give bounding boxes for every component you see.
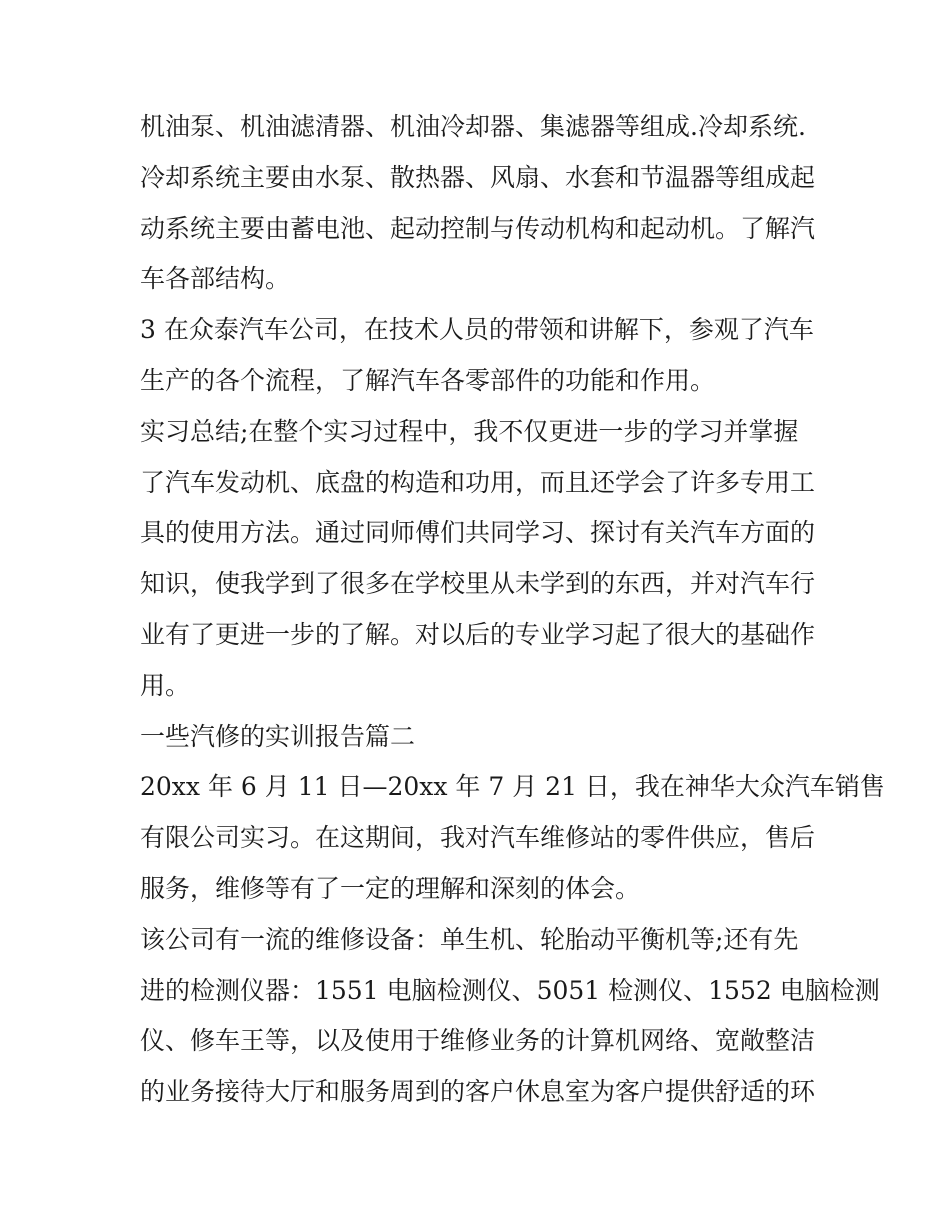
text-line: 业有了更进一步的了解。对以后的专业学习起了很大的基础作 xyxy=(140,619,816,649)
text-line: 用。 xyxy=(140,670,191,700)
text-line: 知识，使我学到了很多在学校里从未学到的东西，并对汽车行 xyxy=(140,569,816,599)
text-line: 3 在众泰汽车公司，在技术人员的带领和讲解下，参观了汽车 xyxy=(140,315,814,345)
text-line: 了汽车发动机、底盘的构造和功用，而且还学会了许多专用工 xyxy=(140,467,816,497)
section-heading: 一些汽修的实训报告篇二 xyxy=(140,721,416,751)
body-text xyxy=(140,102,885,1118)
text-line: 该公司有一流的维修设备：单生机、轮胎动平衡机等;还有先 xyxy=(140,924,799,954)
text-line: 机油泵、机油滤清器、机油冷却器、集滤器等组成.冷却系统. xyxy=(140,112,806,141)
text-line: 实习总结;在整个实习过程中，我不仅更进一步的学习并掌握 xyxy=(140,416,799,446)
text-line: 动系统主要由蓄电池、起动控制与传动机构和起动机。了解汽 xyxy=(140,213,816,243)
text-line: 冷却系统主要由水泵、散热器、风扇、水套和节温器等组成起 xyxy=(140,162,816,192)
text-line: 的业务接待大厅和服务周到的客户休息室为客户提供舒适的环 xyxy=(140,1077,816,1107)
text-line: 车各部结构。 xyxy=(140,264,291,294)
text-line: 20xx 年 6 月 11 日—20xx 年 7 月 21 日，我在神华大众汽车销售 xyxy=(140,772,885,802)
text-line: 有限公司实习。在这期间，我对汽车维修站的零件供应，售后 xyxy=(140,823,816,853)
text-line: 生产的各个流程，了解汽车各零部件的功能和作用。 xyxy=(140,365,716,395)
text-line: 具的使用方法。通过同师傅们共同学习、探讨有关汽车方面的 xyxy=(140,518,816,548)
text-line: 服务，维修等有了一定的理解和深刻的体会。 xyxy=(140,873,641,903)
text-line: 进的检测仪器：1551 电脑检测仪、5051 检测仪、1552 电脑检测 xyxy=(140,975,880,1005)
text-line: 仪、修车王等，以及使用于维修业务的计算机网络、宽敞整洁 xyxy=(140,1026,816,1056)
